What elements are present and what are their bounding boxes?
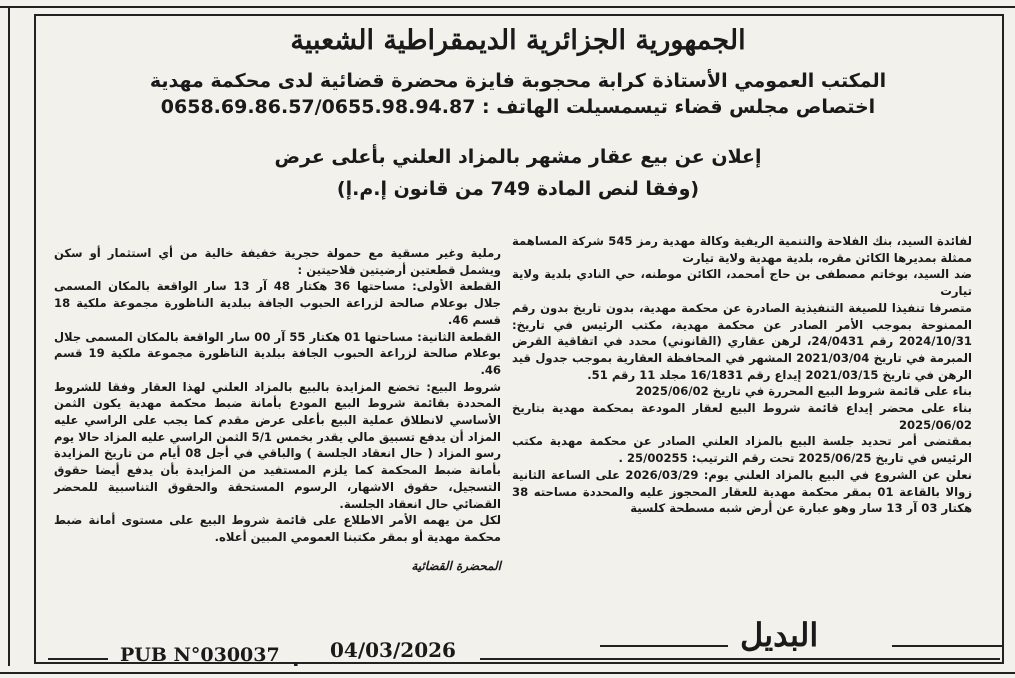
paragraph: بناء على قائمة شروط البيع المحررة في تاريخ 2025/06/02 bbox=[635, 384, 972, 399]
pub-date: 04/03/2026 bbox=[330, 638, 456, 662]
paragraph: القطعة الثانية: مساحتها 01 هكتار 55 آر 00 سار الواقعة بالمكان المسمى جلال بوعلام صالحة لزراعة الحبوب الجافة ببلدية الناظورة مجموعة ملكية 19 قسم 46. bbox=[54, 329, 501, 377]
pub-number: PUB N°030037 bbox=[120, 644, 280, 666]
top-border bbox=[0, 6, 1015, 8]
newspaper-logo: البديل bbox=[740, 616, 819, 654]
paragraph: شروط البيع: تخضع المزايدة بالبيع بالمزاد العلني لهذا العقار وفقا للشروط المحددة بقائمة شروط البيع المودع بأمانة ضبط محكمة مهدية يكون الثمن الأساسي لانطلاق عملية البيع بأعلى عرض مقدم كما يجب على الراسي عليه المزاد أن يدفع تسبيق مالي يقدر بخمس 5/1 الثمن الراسي عليه المزاد حالا يوم رسو المزاد ( حال انعقاد الجلسة ) والباقي في أجل 08 أيام من تاريخ المزايدة بأمانة ضبط المحكمة كما يلزم المستفيد من المزايدة بأن يدفع أيضا حقوق التسجيل، حقوق الاشهار، الرسوم المستحقة والحقوق التناسبية للمحضر القضائي حال انعقاد الجلسة. bbox=[54, 379, 501, 511]
paragraph: نعلن عن الشروع في البيع بالمزاد العلني يوم: 2026/03/29 على الساعة الثانية زوالا بالقاعة 01 بمقر محكمة مهدية للعقار المحجوز عليه والمحددة مساحته 38 هكتار 03 آر 13 سار وهو عبارة عن أرض شبه مسطحة كلسية bbox=[512, 467, 972, 516]
right-column bbox=[512, 233, 972, 517]
paragraph: ضد السيد، بوخاتم مصطفى بن حاج أمحمد، الكائن موطنه، حي النادي بلدية ولاية تيارت bbox=[512, 267, 972, 299]
paragraph: لكل من يهمه الأمر الاطلاع على قائمة شروط البيع على مستوى أمانة ضبط محكمة مهدية أو بمقر مكتبنا العمومي المبين أعلاه. bbox=[54, 513, 501, 544]
republic-title: الجمهورية الجزائرية الديمقراطية الشعبية bbox=[290, 25, 746, 56]
paragraph: القطعة الأولى: مساحتها 36 هكتار 48 آر 13 سار الواقعة بالمكان المسمى جلال بوعلام صالحة لزراعة الحبوب الجافة ببلدية الناظورة مجموعة ملكية 18 قسم 46. bbox=[54, 279, 501, 327]
paragraph: بناء على محضر إيداع قائمة شروط البيع لعقار المودعة بمحكمة مهدية بتاريخ 2025/06/02 bbox=[512, 401, 972, 432]
header-block bbox=[48, 22, 988, 202]
paragraph: رملية وغير مسقية مع حمولة حجرية خفيفة خالية من أي استثمار أو سكن ويشمل قطعتين أرضيتين فلاحيتين : bbox=[54, 246, 501, 277]
divider bbox=[480, 658, 1000, 660]
bottom-border bbox=[0, 672, 1015, 674]
phone-line: اختصاص مجلس قضاء تيسمسيلت الهاتف : 0658.69.86.57/0655.98.94.87 bbox=[160, 96, 876, 118]
divider bbox=[600, 645, 728, 647]
paragraph: بمقتضى أمر تحديد جلسة البيع بالمزاد العلني الصادر عن محكمة مهدية مكتب الرئيس في تاريخ 2025/06/25 تحت رقم الترتيب: 25/00255 . bbox=[512, 434, 972, 466]
office-line: المكتب العمومي الأستاذة كرابة محجوبة فايزة محضرة قضائية لدى محكمة مهدية bbox=[149, 70, 887, 92]
left-column bbox=[54, 245, 501, 574]
announcement-title: إعلان عن بيع عقار مشهر بالمزاد العلني بأعلى عرض bbox=[274, 146, 762, 168]
separator-dot: . bbox=[292, 647, 300, 671]
paragraph: لفائدة السيد، بنك الفلاحة والتنمية الريفية وكالة مهدية رمز 545 شركة المساهمة ممثلة بمديرها الكائن مقره، بلدية مهدية ولاية تيارت bbox=[512, 234, 972, 265]
divider bbox=[48, 658, 108, 660]
paragraph: متصرفا تنفيذا للصيغة التنفيذية الصادرة عن محكمة مهدية، بدون تاريخ بدون رقم الممنوحة بموجب الأمر الصادر عن محكمة مهدية، مكتب الرئيس في تاريخ: 2024/10/31 رقم 24/0431، لرهن عقاري (القانوني) محدد في اتفاقية القرض المبرمة في تاريخ 2021/03/04 المشهر في المحافظة العقارية بموجب جدول قيد الرهن في تاريخ 2021/03/15 إيداع رقم 16/1831 مجلد 11 رقم 51. bbox=[512, 300, 972, 382]
signature: المحضرة القضائية bbox=[411, 558, 501, 573]
announcement-subtitle: (وفقا لنص المادة 749 من قانون إ.م.إ) bbox=[336, 178, 700, 200]
divider bbox=[892, 645, 1002, 647]
left-border bbox=[8, 6, 10, 666]
